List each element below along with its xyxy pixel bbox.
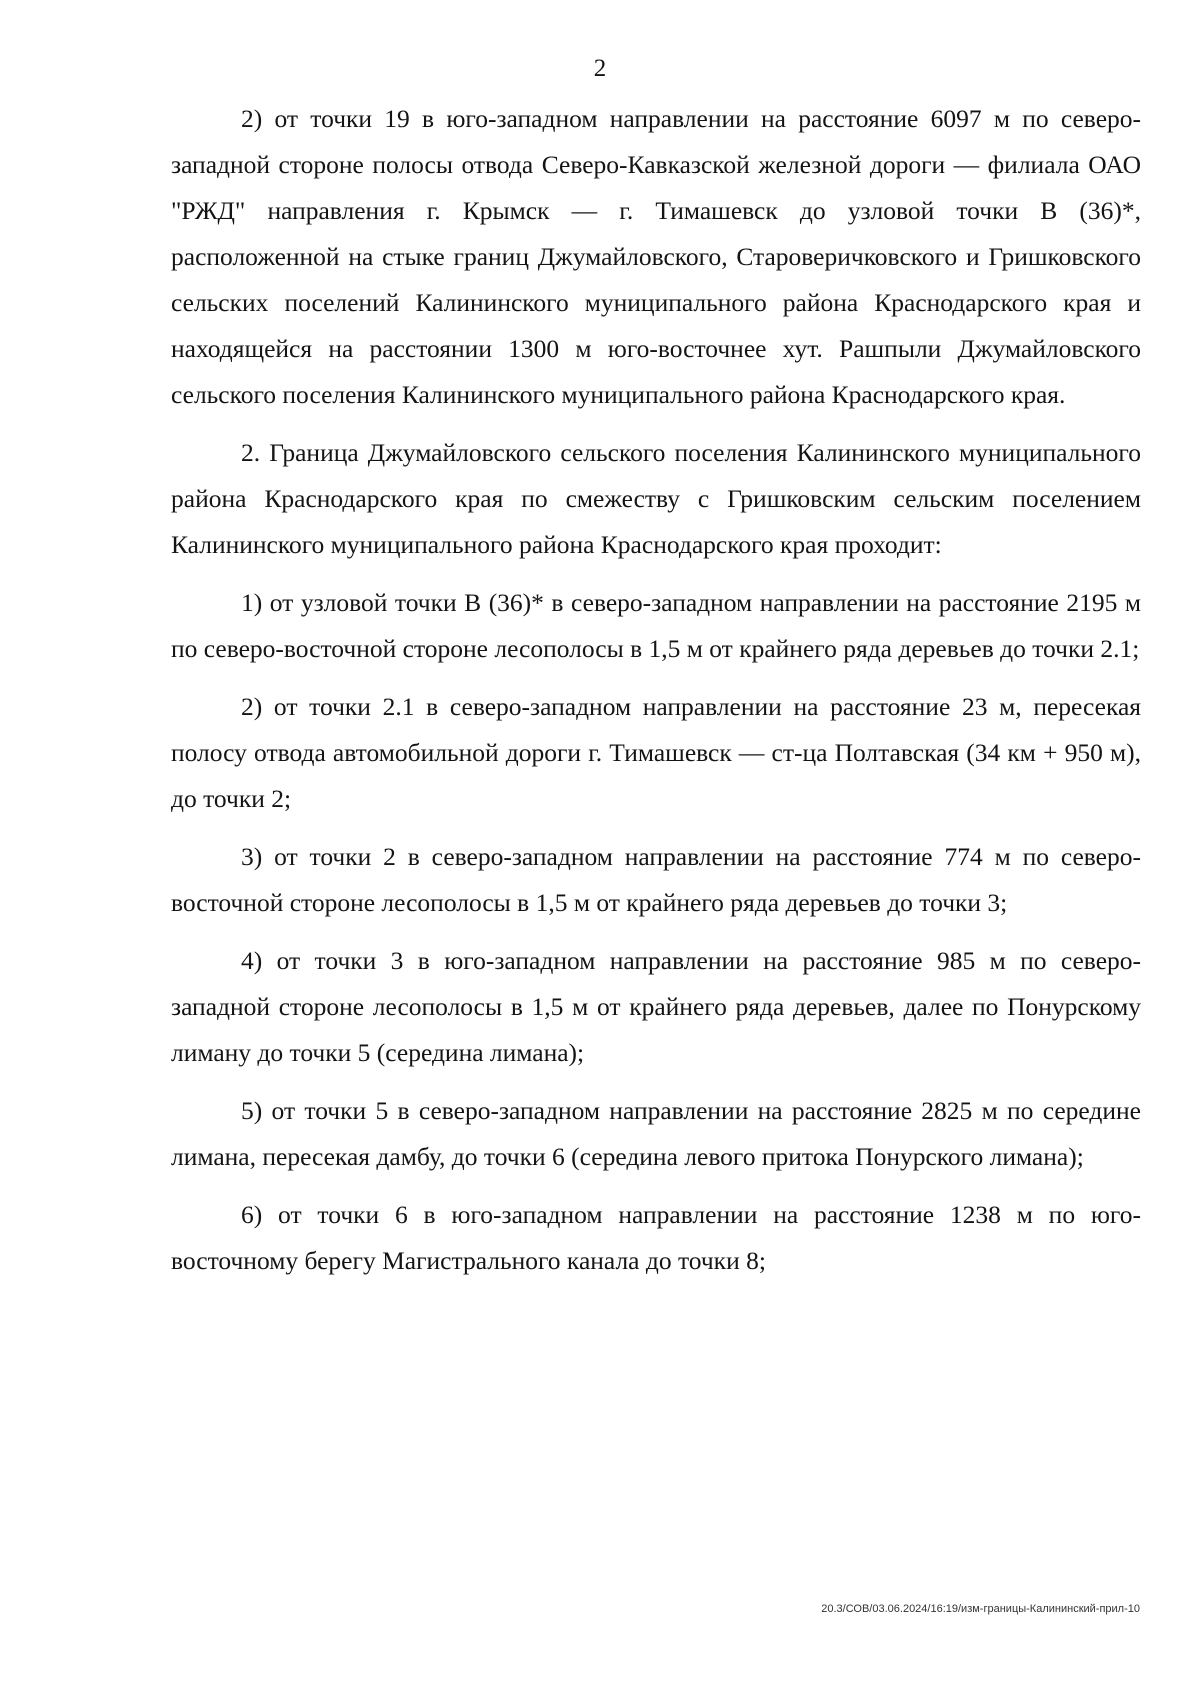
paragraph-item-2-from-point-19: 2) от точки 19 в юго-западном направлении на расстояние 6097 м по северо-западной стороне полосы отвода Северо-Кавказской железной дороги — филиала ОАО "РЖД" направления г. Крымск — г. Тимашевск до узловой точки В (36)*, расположенной на стыке границ Джумайловского, Староверичковского и Гришковского сельских поселений Калининского муниципального района Краснодарского края и находящейся на расстоянии 1300 м юго-восточнее хут. Рашпыли Джумайловского сельского поселения Калининского муниципального района Краснодарского края. [171,104,1141,409]
paragraph-item-3-from-point-2: 3) от точки 2 в северо-западном направлении на расстояние 774 м по северо-восточной стороне лесополосы в 1,5 м от крайнего ряда деревьев до точки 3; [171,842,1141,917]
paragraph-item-4-from-point-3: 4) от точки 3 в юго-западном направлении на расстояние 985 м по северо-западной стороне лесополосы в 1,5 м от крайнего ряда деревьев, далее по Понурскому лиману до точки 5 (середина лимана); [171,946,1141,1067]
document-body [171,96,1141,1296]
paragraph-item-1-from-node-b36: 1) от узловой точки В (36)* в северо-западном направлении на расстояние 2195 м по северо-восточной стороне лесополосы в 1,5 м от крайнего ряда деревьев до точки 2.1; [171,588,1141,663]
page-number: 2 [593,55,607,82]
paragraph-item-5-from-point-5: 5) от точки 5 в северо-западном направлении на расстояние 2825 м по середине лимана, пересекая дамбу, до точки 6 (середина левого притока Понурского лимана); [171,1096,1141,1171]
document-footer-code: 20.3/СОВ/03.06.2024/16:19/изм-границы-Калининский-прил-10 [821,1603,1140,1615]
paragraph-item-6-from-point-6: 6) от точки 6 в юго-западном направлении на расстояние 1238 м по юго-восточному берегу Магистрального канала до точки 8; [171,1200,1141,1275]
paragraph-item-2-from-point-2-1: 2) от точки 2.1 в северо-западном направлении на расстояние 23 м, пересекая полосу отвода автомобильной дороги г. Тимашевск — ст-ца Полтавская (34 км + 950 м), до точки 2; [171,692,1141,813]
paragraph-section-2-boundary: 2. Граница Джумайловского сельского поселения Калининского муниципального района Краснодарского края по смежеству с Гришковским сельским поселением Калининского муниципального района Краснодарского края проходит: [171,438,1141,559]
